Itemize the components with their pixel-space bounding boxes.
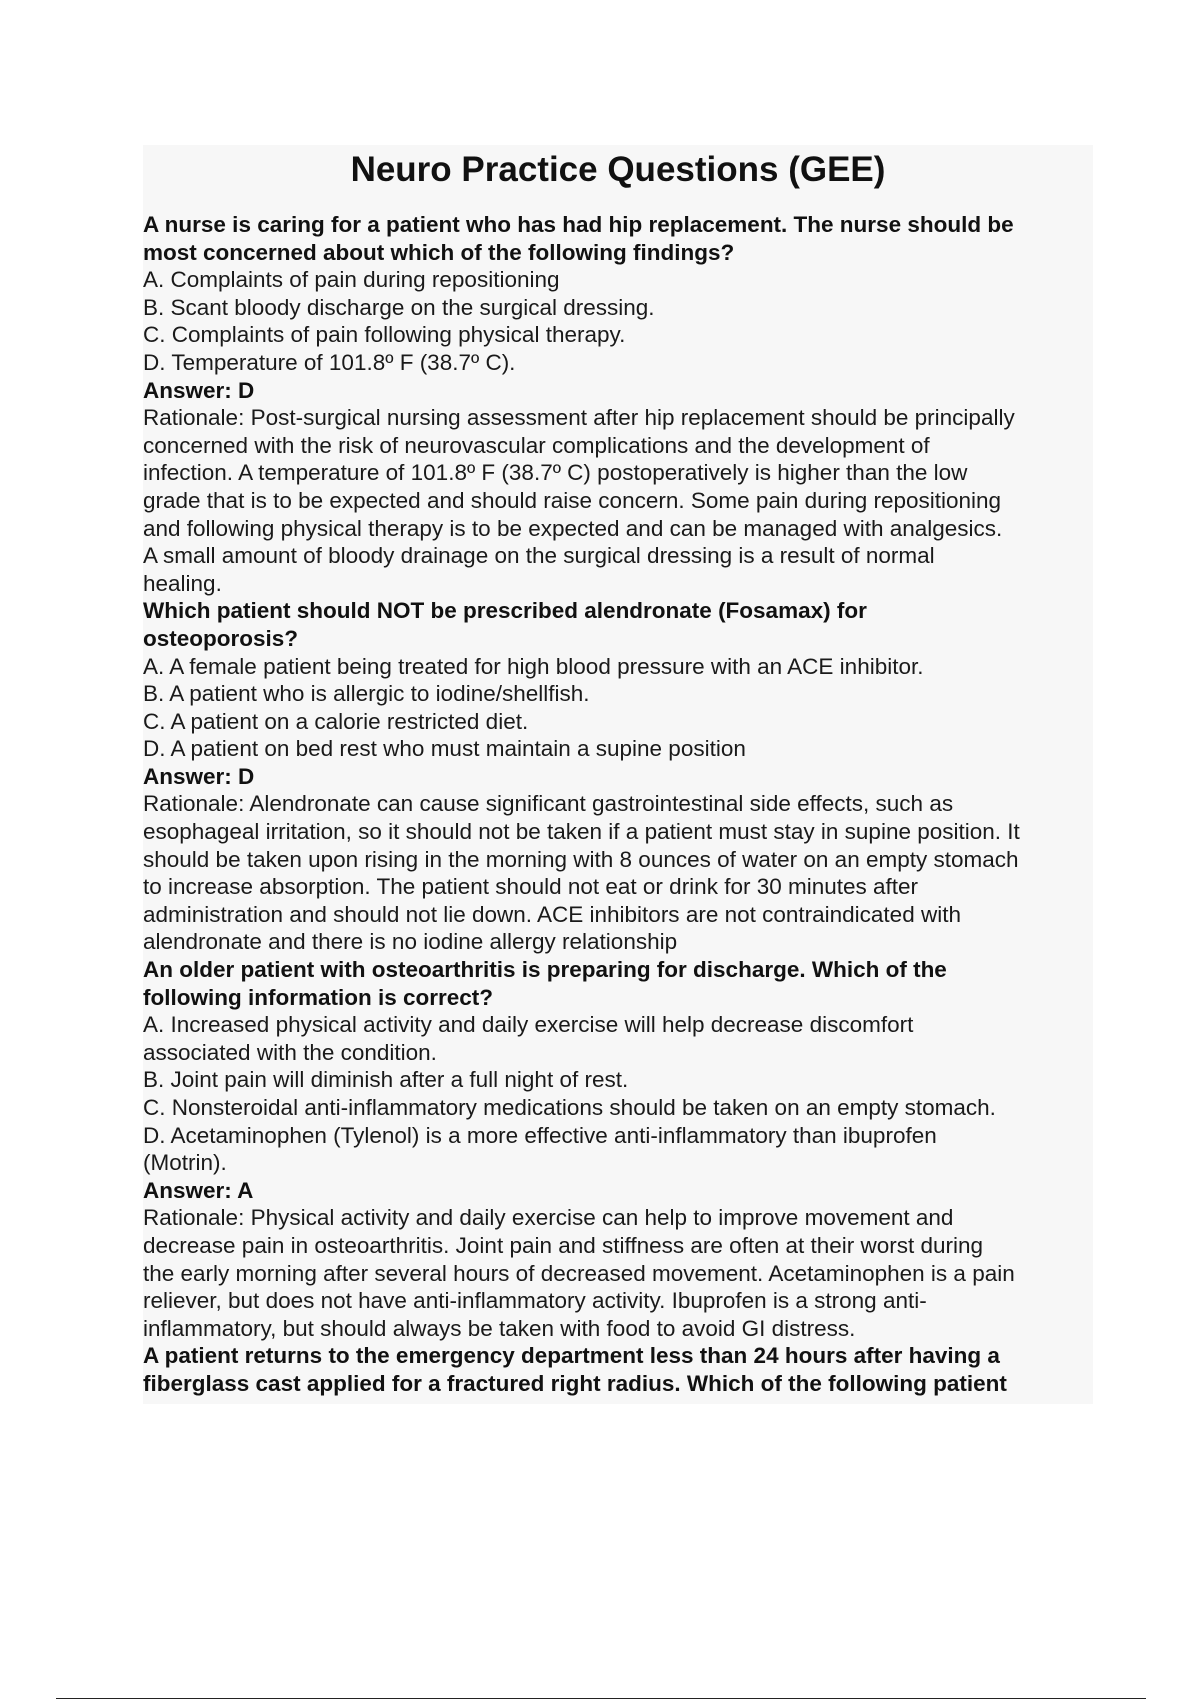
text-line: (Motrin). <box>143 1150 227 1176</box>
text-line: the early morning after several hours of decreased movement. Acetaminophen is a pain <box>143 1260 1015 1286</box>
text-line: should be taken upon rising in the morning with 8 ounces of water on an empty stomach <box>143 846 1019 872</box>
document-page <box>143 145 1093 1404</box>
text-line: C. A patient on a calorie restricted diet. <box>143 708 529 734</box>
text-line: Rationale: Physical activity and daily exercise can help to improve movement and <box>143 1205 954 1231</box>
text-line: and following physical therapy is to be expected and can be managed with analgesics. <box>143 515 1003 541</box>
text-line: B. Scant bloody discharge on the surgical dressing. <box>143 294 655 320</box>
text-line: grade that is to be expected and should raise concern. Some pain during repositioning <box>143 487 1002 513</box>
text-line: administration and should not lie down. ACE inhibitors are not contraindicated with <box>143 901 961 927</box>
question-line: A patient returns to the emergency department less than 24 hours after having a <box>143 1343 1000 1369</box>
answer-line: Answer: D <box>143 763 255 789</box>
text-line: esophageal irritation, so it should not be taken if a patient must stay in supine position. It <box>143 819 1020 845</box>
text-line: associated with the condition. <box>143 1039 437 1065</box>
text-line: inflammatory, but should always be taken with food to avoid GI distress. <box>143 1315 856 1341</box>
question-line: An older patient with osteoarthritis is preparing for discharge. Which of the <box>143 957 947 983</box>
question-line: most concerned about which of the following findings? <box>143 239 735 265</box>
text-line: to increase absorption. The patient should not eat or drink for 30 minutes after <box>143 874 919 900</box>
text-line: D. Acetaminophen (Tylenol) is a more effective anti-inflammatory than ibuprofen <box>143 1122 937 1148</box>
text-line: reliever, but does not have anti-inflammatory activity. Ibuprofen is a strong anti- <box>143 1288 927 1314</box>
text-line: infection. A temperature of 101.8º F (38.7º C) postoperatively is higher than the low <box>143 460 968 486</box>
text-line: Rationale: Post-surgical nursing assessment after hip replacement should be principally <box>143 405 1015 431</box>
text-line: A. Complaints of pain during repositioning <box>143 267 560 293</box>
text-line: concerned with the risk of neurovascular complications and the development of <box>143 432 930 458</box>
text-line: C. Complaints of pain following physical therapy. <box>143 322 626 348</box>
text-line: alendronate and there is no iodine allergy relationship <box>143 929 678 955</box>
question-line: Which patient should NOT be prescribed alendronate (Fosamax) for <box>143 598 867 624</box>
question-line: A nurse is caring for a patient who has had hip replacement. The nurse should be <box>143 212 1014 237</box>
text-line: B. A patient who is allergic to iodine/shellfish. <box>143 681 590 707</box>
document-title: Neuro Practice Questions (GEE) <box>350 150 886 189</box>
answer-line: Answer: A <box>143 1177 254 1203</box>
text-line: Rationale: Alendronate can cause significant gastrointestinal side effects, such as <box>143 791 954 817</box>
document-body <box>143 211 1093 1398</box>
answer-line: Answer: D <box>143 377 255 403</box>
question-line: fiberglass cast applied for a fractured right radius. Which of the following patient <box>143 1370 1007 1396</box>
text-line: A. Increased physical activity and daily exercise will help decrease discomfort <box>143 1012 914 1038</box>
text-line: D. Temperature of 101.8º F (38.7º C). <box>143 349 516 375</box>
text-line: B. Joint pain will diminish after a full night of rest. <box>143 1067 629 1093</box>
text-line: healing. <box>143 570 222 596</box>
text-line: C. Nonsteroidal anti-inflammatory medications should be taken on an empty stomach. <box>143 1095 996 1120</box>
text-line: A. A female patient being treated for high blood pressure with an ACE inhibitor. <box>143 653 924 679</box>
question-line: following information is correct? <box>143 984 494 1010</box>
text-line: D. A patient on bed rest who must maintain a supine position <box>143 736 746 762</box>
question-line: osteoporosis? <box>143 625 299 651</box>
text-line: decrease pain in osteoarthritis. Joint pain and stiffness are often at their worst during <box>143 1232 984 1258</box>
footer-divider <box>56 1698 1146 1699</box>
text-line: A small amount of bloody drainage on the surgical dressing is a result of normal <box>143 543 935 569</box>
